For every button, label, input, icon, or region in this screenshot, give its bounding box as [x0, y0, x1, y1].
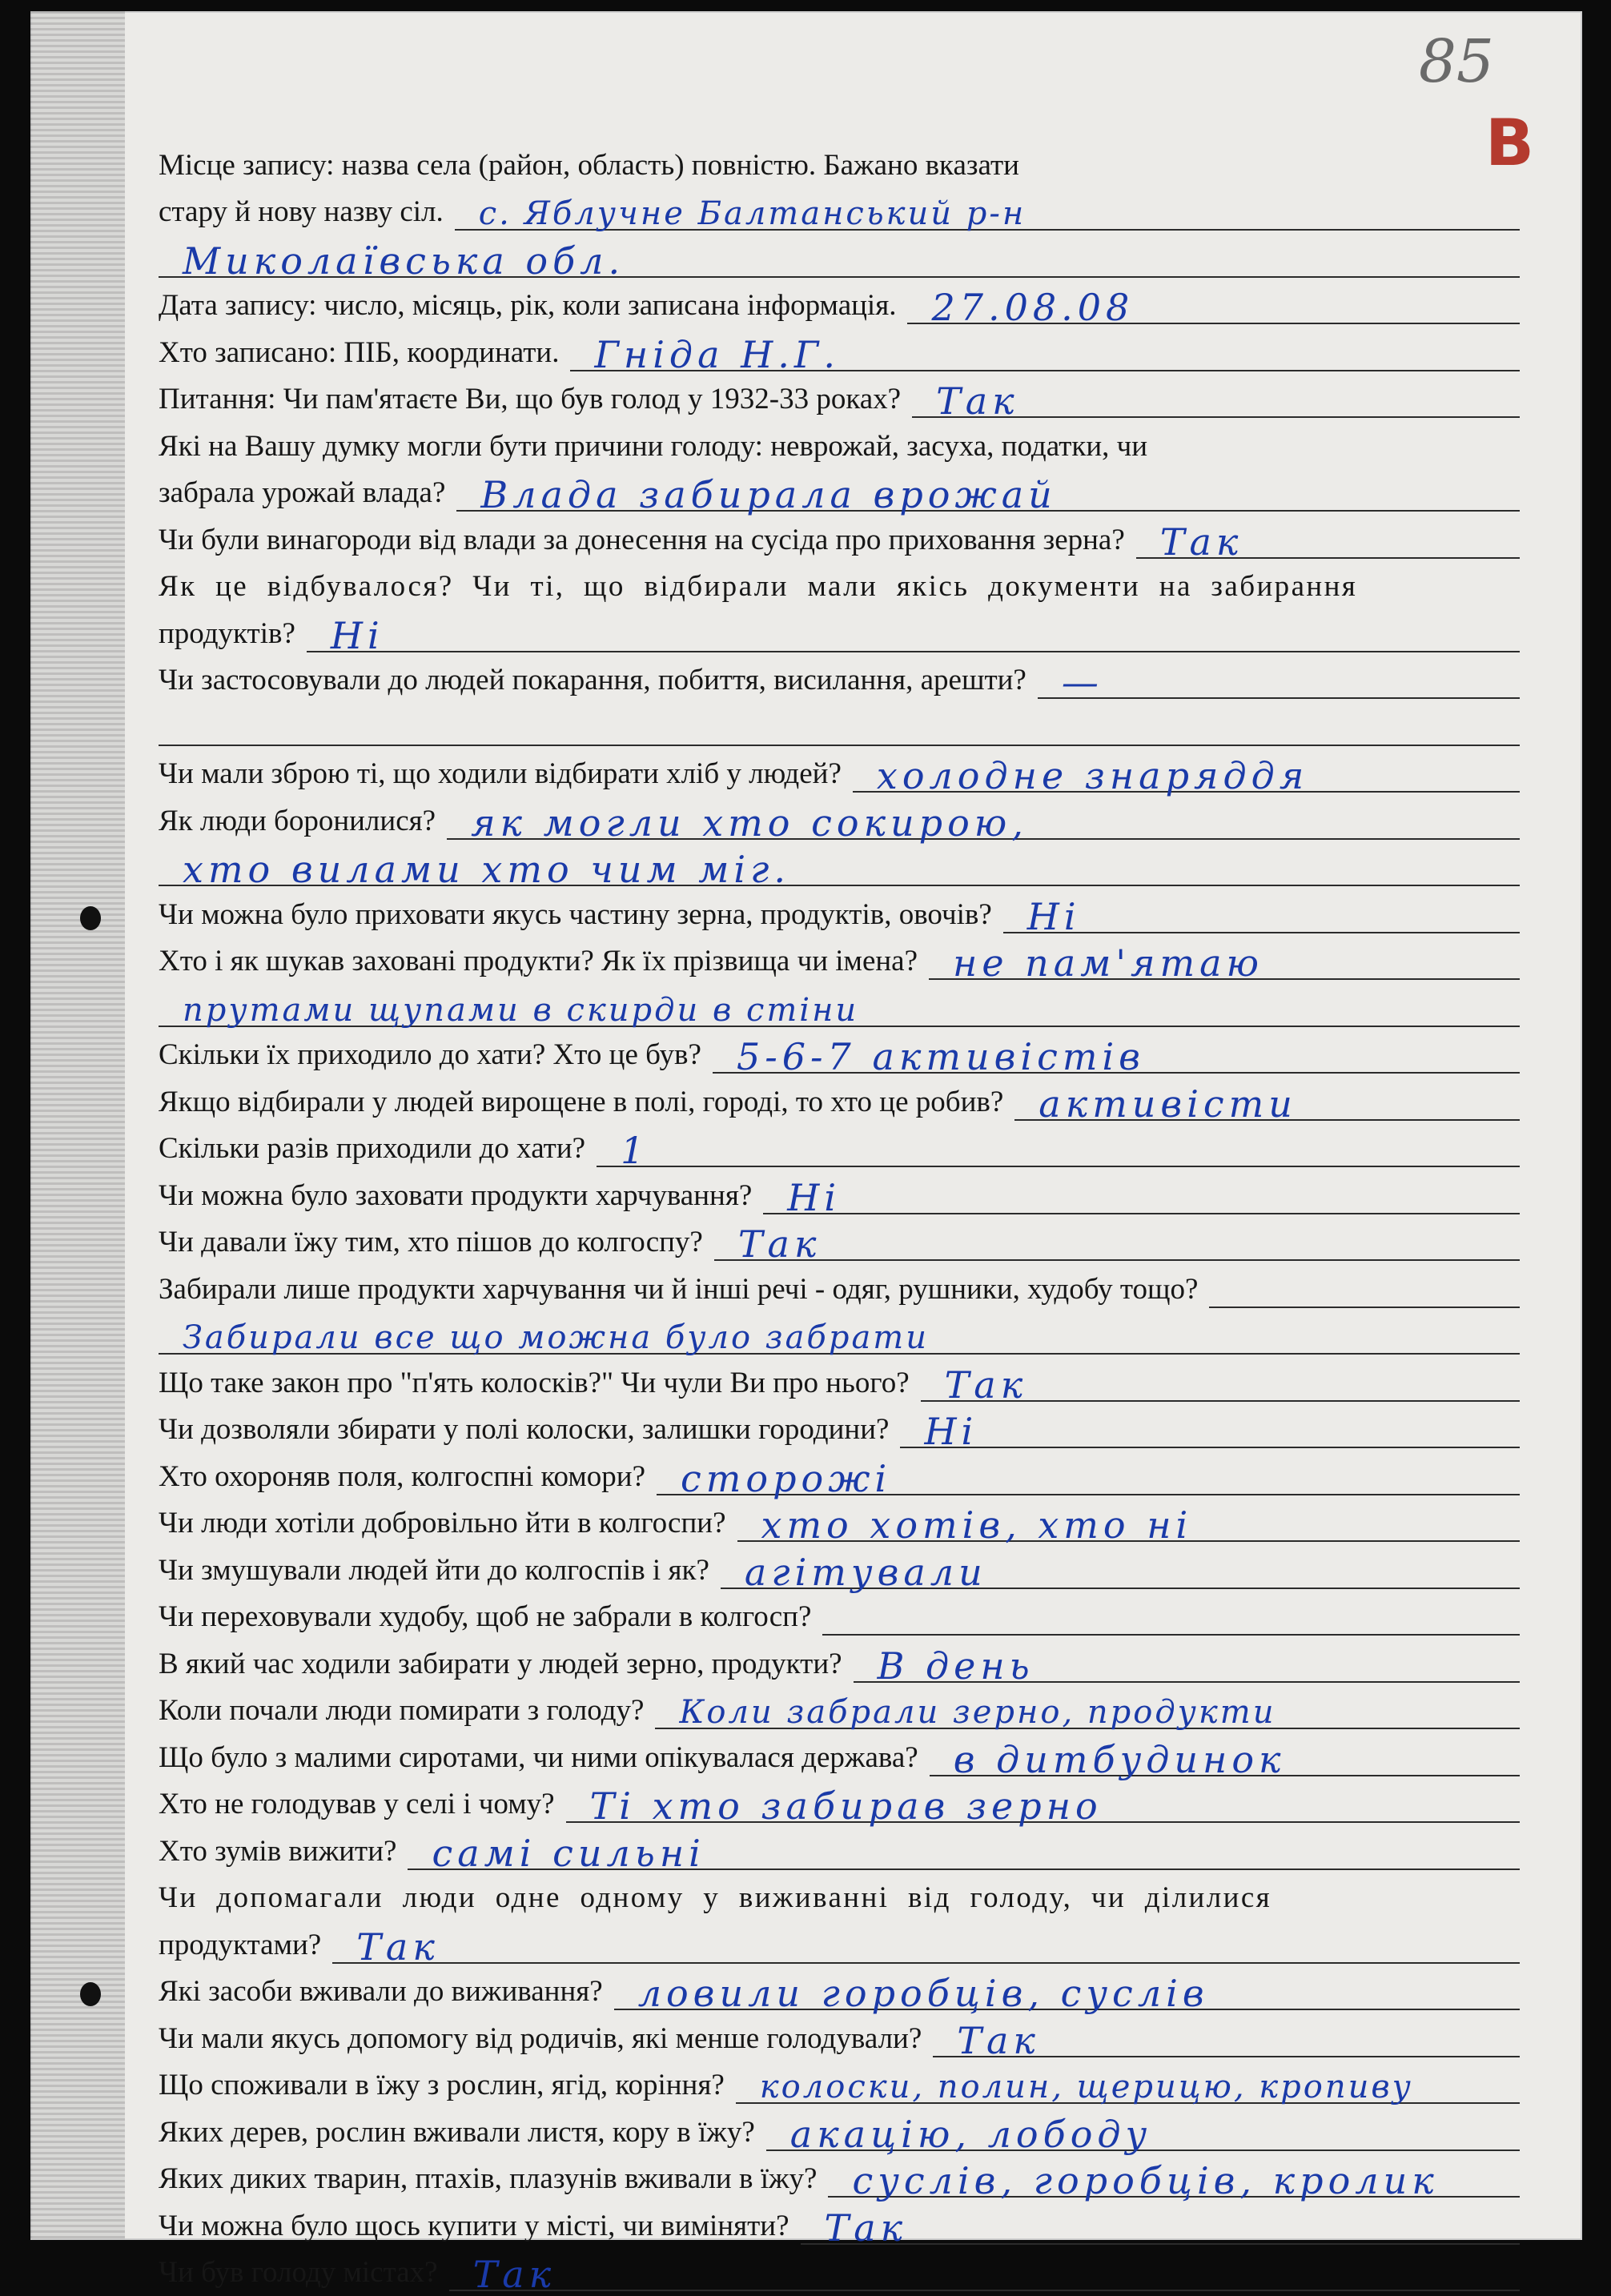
question-text: Чи люди хотіли добровільно йти в колгоспи? [159, 1507, 726, 1539]
handwritten-answer: сторожі [681, 1456, 892, 1500]
question-row [159, 1125, 1520, 1172]
question-text: Які на Вашу думку могли бути причини голоду: неврожай, засуха, податки, чи [159, 429, 1148, 463]
question-row [159, 1359, 1520, 1406]
question-row [159, 2202, 1520, 2249]
question-row [159, 1733, 1520, 1780]
question-text: Чи змушували людей йти до колгоспів і як? [159, 1553, 709, 1587]
answer-line [1038, 697, 1520, 699]
question-row [159, 703, 1520, 750]
question-row [159, 1031, 1520, 1078]
handwritten-answer: Забирали все що можна було забрати [183, 1319, 929, 1356]
handwritten-answer: прутами щупами в скирди в стіни [183, 991, 859, 1029]
handwritten-answer: Миколаївська обл. [183, 239, 625, 283]
question-text: Чи можна було приховати якусь частину зерна, продуктів, овочів? [159, 897, 992, 931]
question-text: В який час ходили забирати у людей зерно, продукти? [159, 1647, 842, 1680]
question-row [159, 797, 1520, 844]
handwritten-answer: акацію, лободу [789, 2112, 1152, 2156]
question-text: забрала урожай влада? [159, 476, 446, 509]
question-text: Чи застосовували до людей покарання, побиття, висилання, арешти? [159, 664, 1026, 696]
question-text: Чи мали якусь допомогу від родичів, які менше голодували? [159, 2021, 922, 2055]
question-text: Яких дерев, рослин вживали листя, кору в їжу? [159, 2115, 755, 2149]
handwritten-answer: 1 [621, 1129, 649, 1172]
question-text: Як люди боронилися? [159, 804, 436, 837]
answer-line [159, 745, 1520, 746]
question-row [159, 141, 1520, 188]
question-row [159, 282, 1520, 329]
handwritten-answer: Так [737, 1222, 822, 1266]
handwritten-answer: активісти [1039, 1082, 1297, 1126]
question-row [159, 2108, 1520, 2155]
question-row [159, 1312, 1520, 1359]
question-list [159, 141, 1520, 2295]
punch-hole [80, 906, 101, 930]
question-text: Чи можна було заховати продукти харчування? [159, 1178, 753, 1212]
question-text: Хто і як шукав заховані продукти? Як їх прізвища чи імена? [159, 945, 918, 977]
answer-line [597, 1166, 1520, 1167]
question-text: стару й нову назву сіл. [159, 195, 444, 228]
handwritten-answer: Ні [1026, 894, 1081, 938]
question-row [159, 328, 1520, 375]
question-text: Забирали лише продукти харчування чи й інші речі - одяг, рушники, худобу тощо? [159, 1272, 1199, 1306]
handwritten-answer: Ні [330, 613, 384, 657]
question-text: Чи допомагали люди одне одному у виживанні від голоду, чи ділилися [159, 1881, 1272, 1914]
question-row [159, 1968, 1520, 2015]
question-text: продуктів? [159, 616, 295, 650]
question-row [159, 2249, 1520, 2296]
handwritten-answer: Ні [924, 1410, 978, 1453]
scan-edge-shadow [30, 11, 125, 2240]
question-row [159, 2061, 1520, 2109]
answer-line [822, 1634, 1520, 1636]
answer-line [763, 1213, 1520, 1214]
answer-line [332, 1962, 1520, 1964]
question-row [159, 750, 1520, 797]
handwritten-answer: самі сильні [432, 1831, 705, 1875]
question-row [159, 1218, 1520, 1266]
question-text: Коли почали люди помирати з голоду? [159, 1694, 645, 1727]
question-row [159, 1827, 1520, 1874]
question-row [159, 563, 1520, 610]
punch-hole [80, 1982, 101, 2006]
handwritten-answer: Ті хто забирав зерно [589, 1784, 1103, 1828]
question-row [159, 656, 1520, 704]
question-text: Чи можна було щось купити у місті, чи виміняти? [159, 2209, 789, 2242]
question-row [159, 422, 1520, 469]
question-row [159, 1874, 1520, 1921]
question-text: Чи мали зброю ті, що ходили відбирати хліб у людей? [159, 757, 842, 790]
answer-line [449, 2290, 1520, 2291]
question-text: Чи був голоду містах? [159, 2256, 438, 2289]
question-row [159, 1640, 1520, 1687]
handwritten-answer: Ні [787, 1175, 842, 1219]
question-row [159, 1546, 1520, 1593]
question-row [159, 1593, 1520, 1640]
handwritten-answer: — [1061, 660, 1103, 704]
question-row [159, 937, 1520, 985]
corner-mark: В [1485, 106, 1534, 180]
handwritten-answer: 27.08.08 [931, 286, 1135, 329]
question-row [159, 1921, 1520, 1968]
answer-line [900, 1447, 1520, 1448]
question-text: Що споживали в їжу з рослин, ягід, коріння? [159, 2069, 725, 2101]
question-row [159, 890, 1520, 937]
question-text: Хто охороняв поля, колгоспні комори? [159, 1459, 645, 1493]
question-row [159, 1452, 1520, 1499]
answer-line [801, 2243, 1520, 2245]
handwritten-answer: Так [957, 2018, 1040, 2062]
handwritten-answer: Влада забирала врожай [480, 473, 1057, 516]
question-row [159, 516, 1520, 563]
handwritten-answer: холодне знаряддя [876, 754, 1309, 797]
handwritten-answer: Так [356, 1925, 440, 1969]
question-text: Як це відбувалося? Чи ті, що відбирали мали якісь документи на забирання [159, 570, 1358, 603]
handwritten-answer: ловили горобців, суслів [637, 1972, 1209, 2015]
question-text: Які засоби вживали до виживання? [159, 1975, 603, 2008]
question-text: Що таке закон про "п'ять колосків?" Чи чули Ви про нього? [159, 1366, 910, 1399]
handwritten-answer: як могли хто сокирою, [471, 801, 1028, 845]
handwritten-answer: агітували [744, 1550, 987, 1594]
question-row [159, 469, 1520, 516]
handwritten-answer: Так [944, 1363, 1028, 1407]
handwritten-answer: колоски, полин, щерицю, кропиву [759, 2069, 1413, 2105]
handwritten-answer: Так [472, 2253, 556, 2296]
question-row [159, 235, 1520, 282]
question-text: Хто зумів вижити? [159, 1834, 397, 1868]
question-row [159, 984, 1520, 1031]
question-row [159, 609, 1520, 656]
handwritten-answer: с. Яблучне Балтанський р-н [478, 195, 1026, 232]
question-text: Скільки їх приходило до хати? Хто це був? [159, 1038, 701, 1071]
question-text: Чи дозволяли збирати у полі колоски, залишки городини? [159, 1413, 890, 1446]
question-row [159, 2155, 1520, 2202]
question-row [159, 1687, 1520, 1734]
question-text: Дата запису: число, місяць, рік, коли записана інформація. [159, 289, 897, 322]
answer-line [1209, 1307, 1520, 1308]
question-row [159, 375, 1520, 423]
question-row [159, 1780, 1520, 1828]
question-text: Яких диких тварин, птахів, плазунів вживали в їжу? [159, 2162, 818, 2195]
question-text: Чи давали їжу тим, хто пішов до колгоспу? [159, 1226, 703, 1258]
question-row [159, 2014, 1520, 2061]
question-text: Якщо відбирали у людей вирощене в полі, городі, то хто це робив? [159, 1085, 1004, 1118]
page-number: 85 [1418, 27, 1494, 96]
question-row [159, 1499, 1520, 1547]
handwritten-answer: Так [1159, 520, 1243, 564]
handwritten-answer: Гніда Н.Г. [594, 332, 840, 376]
question-text: Чи були винагороди від влади за донесення на сусіда про приховання зерна? [159, 523, 1125, 556]
handwritten-answer: Так [936, 379, 1019, 423]
question-text: продуктами? [159, 1928, 322, 1961]
handwritten-answer: хто вилами хто чим міг. [183, 848, 790, 891]
question-row [159, 1171, 1520, 1218]
question-text: Що було з малими сиротами, чи ними опікувалася держава? [159, 1740, 918, 1774]
handwritten-answer: не пам'ятаю [953, 941, 1264, 985]
handwritten-answer: В день [877, 1644, 1034, 1688]
answer-line [714, 1259, 1520, 1261]
handwritten-answer: в дитбудинок [953, 1737, 1286, 1781]
question-row [159, 188, 1520, 235]
question-text: Скільки разів приходили до хати? [159, 1132, 586, 1165]
handwritten-answer: Коли забрали зерно, продукти [679, 1694, 1276, 1731]
handwritten-answer: хто хотів, хто ні [761, 1503, 1193, 1547]
handwritten-answer: 5-6-7 активістів [736, 1035, 1145, 1078]
question-text: Місце запису: назва села (район, область) повністю. Бажано вказати [159, 148, 1019, 182]
handwritten-answer: Так [824, 2206, 908, 2250]
answer-line [307, 651, 1520, 652]
question-text: Хто записано: ПІБ, координати. [159, 335, 560, 369]
questionnaire-sheet [30, 11, 1582, 2296]
question-text: Хто не голодував у селі і чому? [159, 1788, 555, 1820]
question-row [159, 1265, 1520, 1312]
question-row [159, 1406, 1520, 1453]
question-row [159, 844, 1520, 891]
question-row [159, 1078, 1520, 1125]
question-text: Питання: Чи пам'ятаєте Ви, що був голод у 1932-33 роках? [159, 383, 902, 415]
question-text: Чи переховували худобу, щоб не забрали в колгосп? [159, 1600, 812, 1633]
handwritten-answer: суслів, горобців, кролик [852, 2159, 1439, 2202]
